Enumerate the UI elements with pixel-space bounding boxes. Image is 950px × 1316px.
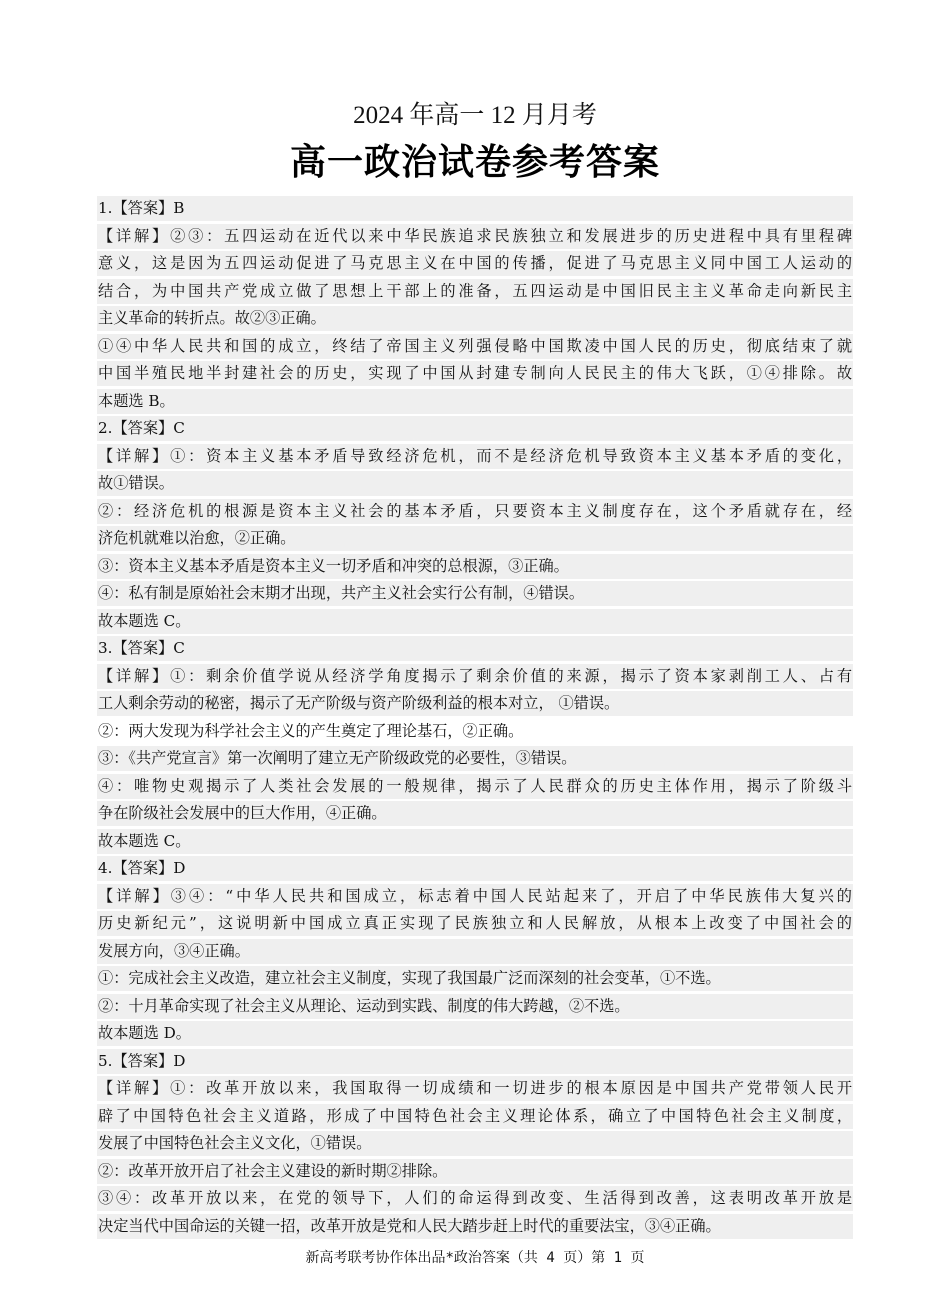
answer-line: 4.【答案】D xyxy=(97,856,853,881)
answer-line: 【详解】①：改革开放以来，我国取得一切成绩和一切进步的根本原因是中国共产党带领人民开 xyxy=(97,1076,853,1101)
answer-line: ②：十月革命实现了社会主义从理论、运动到实践、制度的伟大跨越，②不选。 xyxy=(97,994,853,1019)
answer-line: 发展了中国特色社会主义文化，①错误。 xyxy=(97,1131,853,1156)
answer-line: 【详解】①：剩余价值学说从经济学角度揭示了剩余价值的来源，揭示了资本家剥削工人、占有 xyxy=(97,664,853,689)
answer-line: ②：两大发现为科学社会主义的产生奠定了理论基石，②正确。 xyxy=(97,719,853,744)
answer-line: ③：《共产党宣言》第一次阐明了建立无产阶级政党的必要性，③错误。 xyxy=(97,746,853,771)
answer-line: 本题选 B。 xyxy=(97,389,853,414)
answer-line: 济危机就难以治愈，②正确。 xyxy=(97,526,853,551)
answer-line: ③④：改革开放以来，在党的领导下，人们的命运得到改变、生活得到改善，这表明改革开放是 xyxy=(97,1186,853,1211)
answer-line: 【详解】②③：五四运动在近代以来中华民族追求民族独立和发展进步的历史进程中具有里程碑 xyxy=(97,224,853,249)
answer-line: 辟了中国特色社会主义道路，形成了中国特色社会主义理论体系，确立了中国特色社会主义制度， xyxy=(97,1104,853,1129)
answer-line: 故本题选 D。 xyxy=(97,1021,853,1046)
answer-line: 历史新纪元”，这说明新中国成立真正实现了民族独立和人民解放，从根本上改变了中国社会的 xyxy=(97,911,853,936)
page-title: 高一政治试卷参考答案 xyxy=(289,142,660,183)
answer-line: 【详解】①：资本主义基本矛盾导致经济危机，而不是经济危机导致资本主义基本矛盾的变化， xyxy=(97,444,853,469)
answer-line: 决定当代中国命运的关键一招，改革开放是党和人民大踏步赶上时代的重要法宝，③④正确。 xyxy=(97,1214,853,1239)
answer-line: ②：经济危机的根源是资本主义社会的基本矛盾，只要资本主义制度存在，这个矛盾就存在，经 xyxy=(97,499,853,524)
answer-line: 3.【答案】C xyxy=(97,636,853,661)
page-footer: 新高考联考协作体出品*政治答案（共 4 页）第 1 页 xyxy=(305,1250,645,1266)
answer-line: 1.【答案】B xyxy=(97,196,853,221)
answer-line: 争在阶级社会发展中的巨大作用，④正确。 xyxy=(97,801,853,826)
answer-line: 结合，为中国共产党成立做了思想上干部上的准备，五四运动是中国旧民主主义革命走向新民主 xyxy=(97,279,853,304)
answer-line: 故本题选 C。 xyxy=(97,609,853,634)
answer-line: 工人剩余劳动的秘密，揭示了无产阶级与资产阶级利益的根本对立， ①错误。 xyxy=(97,691,853,716)
answer-line: ④：私有制是原始社会末期才出现，共产主义社会实行公有制，④错误。 xyxy=(97,581,853,606)
answer-line: ①：完成社会主义改造，建立社会主义制度，实现了我国最广泛而深刻的社会变革，①不选。 xyxy=(97,966,853,991)
answer-line: ④：唯物史观揭示了人类社会发展的一般规律，揭示了人民群众的历史主体作用，揭示了阶级斗 xyxy=(97,774,853,799)
answer-line: 中国半殖民地半封建社会的历史，实现了中国从封建专制向人民民主的伟大飞跃，①④排除。故 xyxy=(97,361,853,386)
answer-line: 【详解】③④：“中华人民共和国成立，标志着中国人民站起来了，开启了中华民族伟大复兴的 xyxy=(97,884,853,909)
answer-line: 2.【答案】C xyxy=(97,416,853,441)
answer-content xyxy=(97,196,853,1241)
answer-line: 主义革命的转折点。故②③正确。 xyxy=(97,306,853,331)
answer-line: ③：资本主义基本矛盾是资本主义一切矛盾和冲突的总根源，③正确。 xyxy=(97,554,853,579)
answer-line: 故①错误。 xyxy=(97,471,853,496)
answer-line: ①④中华人民共和国的成立，终结了帝国主义列强侵略中国欺凌中国人民的历史，彻底结束了就 xyxy=(97,334,853,359)
answer-line: ②：改革开放开启了社会主义建设的新时期②排除。 xyxy=(97,1159,853,1184)
exam-subtitle: 2024 年高一 12 月月考 xyxy=(353,102,597,129)
answer-line: 故本题选 C。 xyxy=(97,829,853,854)
answer-line: 5.【答案】D xyxy=(97,1049,853,1074)
answer-line: 发展方向，③④正确。 xyxy=(97,939,853,964)
answer-line: 意义，这是因为五四运动促进了马克思主义在中国的传播，促进了马克思主义同中国工人运动的 xyxy=(97,251,853,276)
